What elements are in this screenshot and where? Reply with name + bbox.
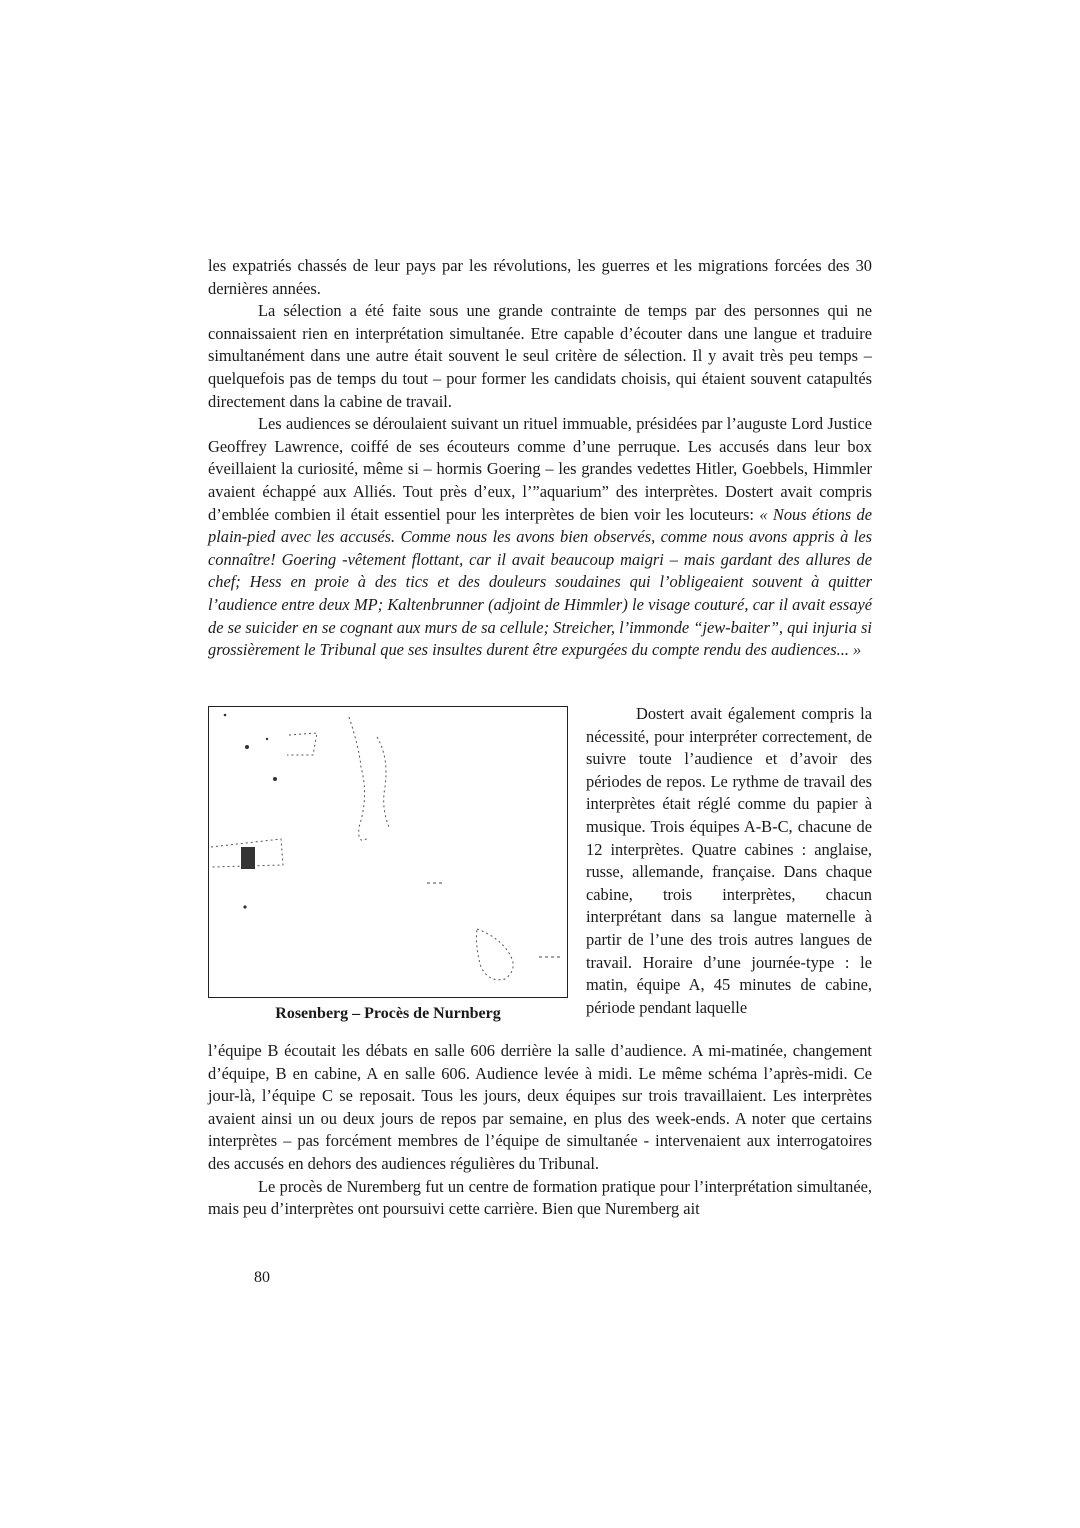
bottom-paragraph-1: l’équipe B écoutait les débats en salle 606 derrière la salle d’audience. A mi-matinée, changement d’équipe, B en cabine, A en salle 606. Audience levée à midi. Le même schéma l’après-midi. Ce jour-là, l’équipe C se reposait. Tous les jours, deux équipes sur trois travaillaient. Les interprètes avaient ainsi un ou deux jours de repos par semaine, en plus des week-ends. A noter que certains interprètes – pas forcément membres de l’équipe de simultanée - intervenaient aux interrogatoires des accusés en dehors des audiences régulières du Tribunal. bbox=[208, 1041, 872, 1173]
right-paragraph: Dostert avait également compris la nécessité, pour interpréter correctement, de suivre toute l’audience et d’avoir des périodes de repos. Le rythme de travail des interprètes était réglé comme du papier à musique. Trois équipes A-B-C, chacune de 12 interprètes. Quatre cabines : anglaise, russe, allemande, française. Dans chaque cabine, trois interprètes, chacun interprétant dans sa langue maternelle à partir de l’une des trois autres langues de travail. Horaire d’une journée-type : le matin, équipe A, 45 minutes de cabine, période pendant laquelle bbox=[586, 704, 872, 1017]
right-column-text bbox=[586, 703, 872, 1019]
paragraph-2: La sélection a été faite sous une grande contrainte de temps par des personnes qui ne connaissaient rien en interprétation simultanée. Etre capable d’écouter dans une langue et traduire simultanément dans une autre était souvent le seul critère de sélection. Il y avait très peu temps – quelquefois pas de temps du tout – pour former les candidats choisis, qui étaient souvent catapultés directement dans la cabine de travail. bbox=[208, 301, 872, 411]
bottom-text-block bbox=[208, 1040, 872, 1221]
paragraph-3-text: Les audiences se déroulaient suivant un rituel immuable, présidées par l’auguste Lord Justice Geoffrey Lawrence, coiffé de ses écouteurs comme d’une perruque. Les accusés dans leur box éveillaient la curiosité, même si – hormis Goering – les grandes vedettes Hitler, Goebbels, Himmler avaient échappé aux Alliés. Tout près d’eux, l’”aquarium” des interprètes. Dostert avait compris d’emblée combien il était essentiel pour les interprètes de bien voir les locuteurs: bbox=[208, 414, 872, 524]
bottom-paragraph-2: Le procès de Nuremberg fut un centre de formation pratique pour l’interprétation simultanée, mais peu d’interprètes ont poursuivi cette carrière. Bien que Nuremberg ait bbox=[208, 1176, 872, 1219]
figure-caption: Rosenberg – Procès de Nurnberg bbox=[275, 1005, 501, 1022]
page-number: 80 bbox=[254, 1269, 270, 1286]
rosenberg-photo bbox=[208, 706, 568, 998]
top-text-block bbox=[208, 255, 872, 662]
testimony-quote: « Nous étions de plain-pied avec les accusés. Comme nous les avons bien observés, comme nous avons appris à les connaître! Goering -vêtement flottant, car il avait beaucoup maigri – mais gardant des allures de chef; Hess en proie à des tics et des douleurs soudaines qui l’obligeaient souvent à quitter l’audience entre deux MP; Kaltenbrunner (adjoint de Himmler) le visage couturé, car il avait essayé de se suicider en se cognant aux murs de sa cellule; Streicher, l’immonde “jew-baiter”, qui injuria si grossièrement le Tribunal que ses insultes durent être expurgées du compte rendu des audiences... » bbox=[208, 504, 872, 660]
photo-sketch bbox=[209, 707, 567, 997]
paragraph-1: les expatriés chassés de leur pays par les révolutions, les guerres et les migrations forcées des 30 dernières années. bbox=[208, 256, 872, 298]
paragraph-3 bbox=[208, 413, 872, 662]
